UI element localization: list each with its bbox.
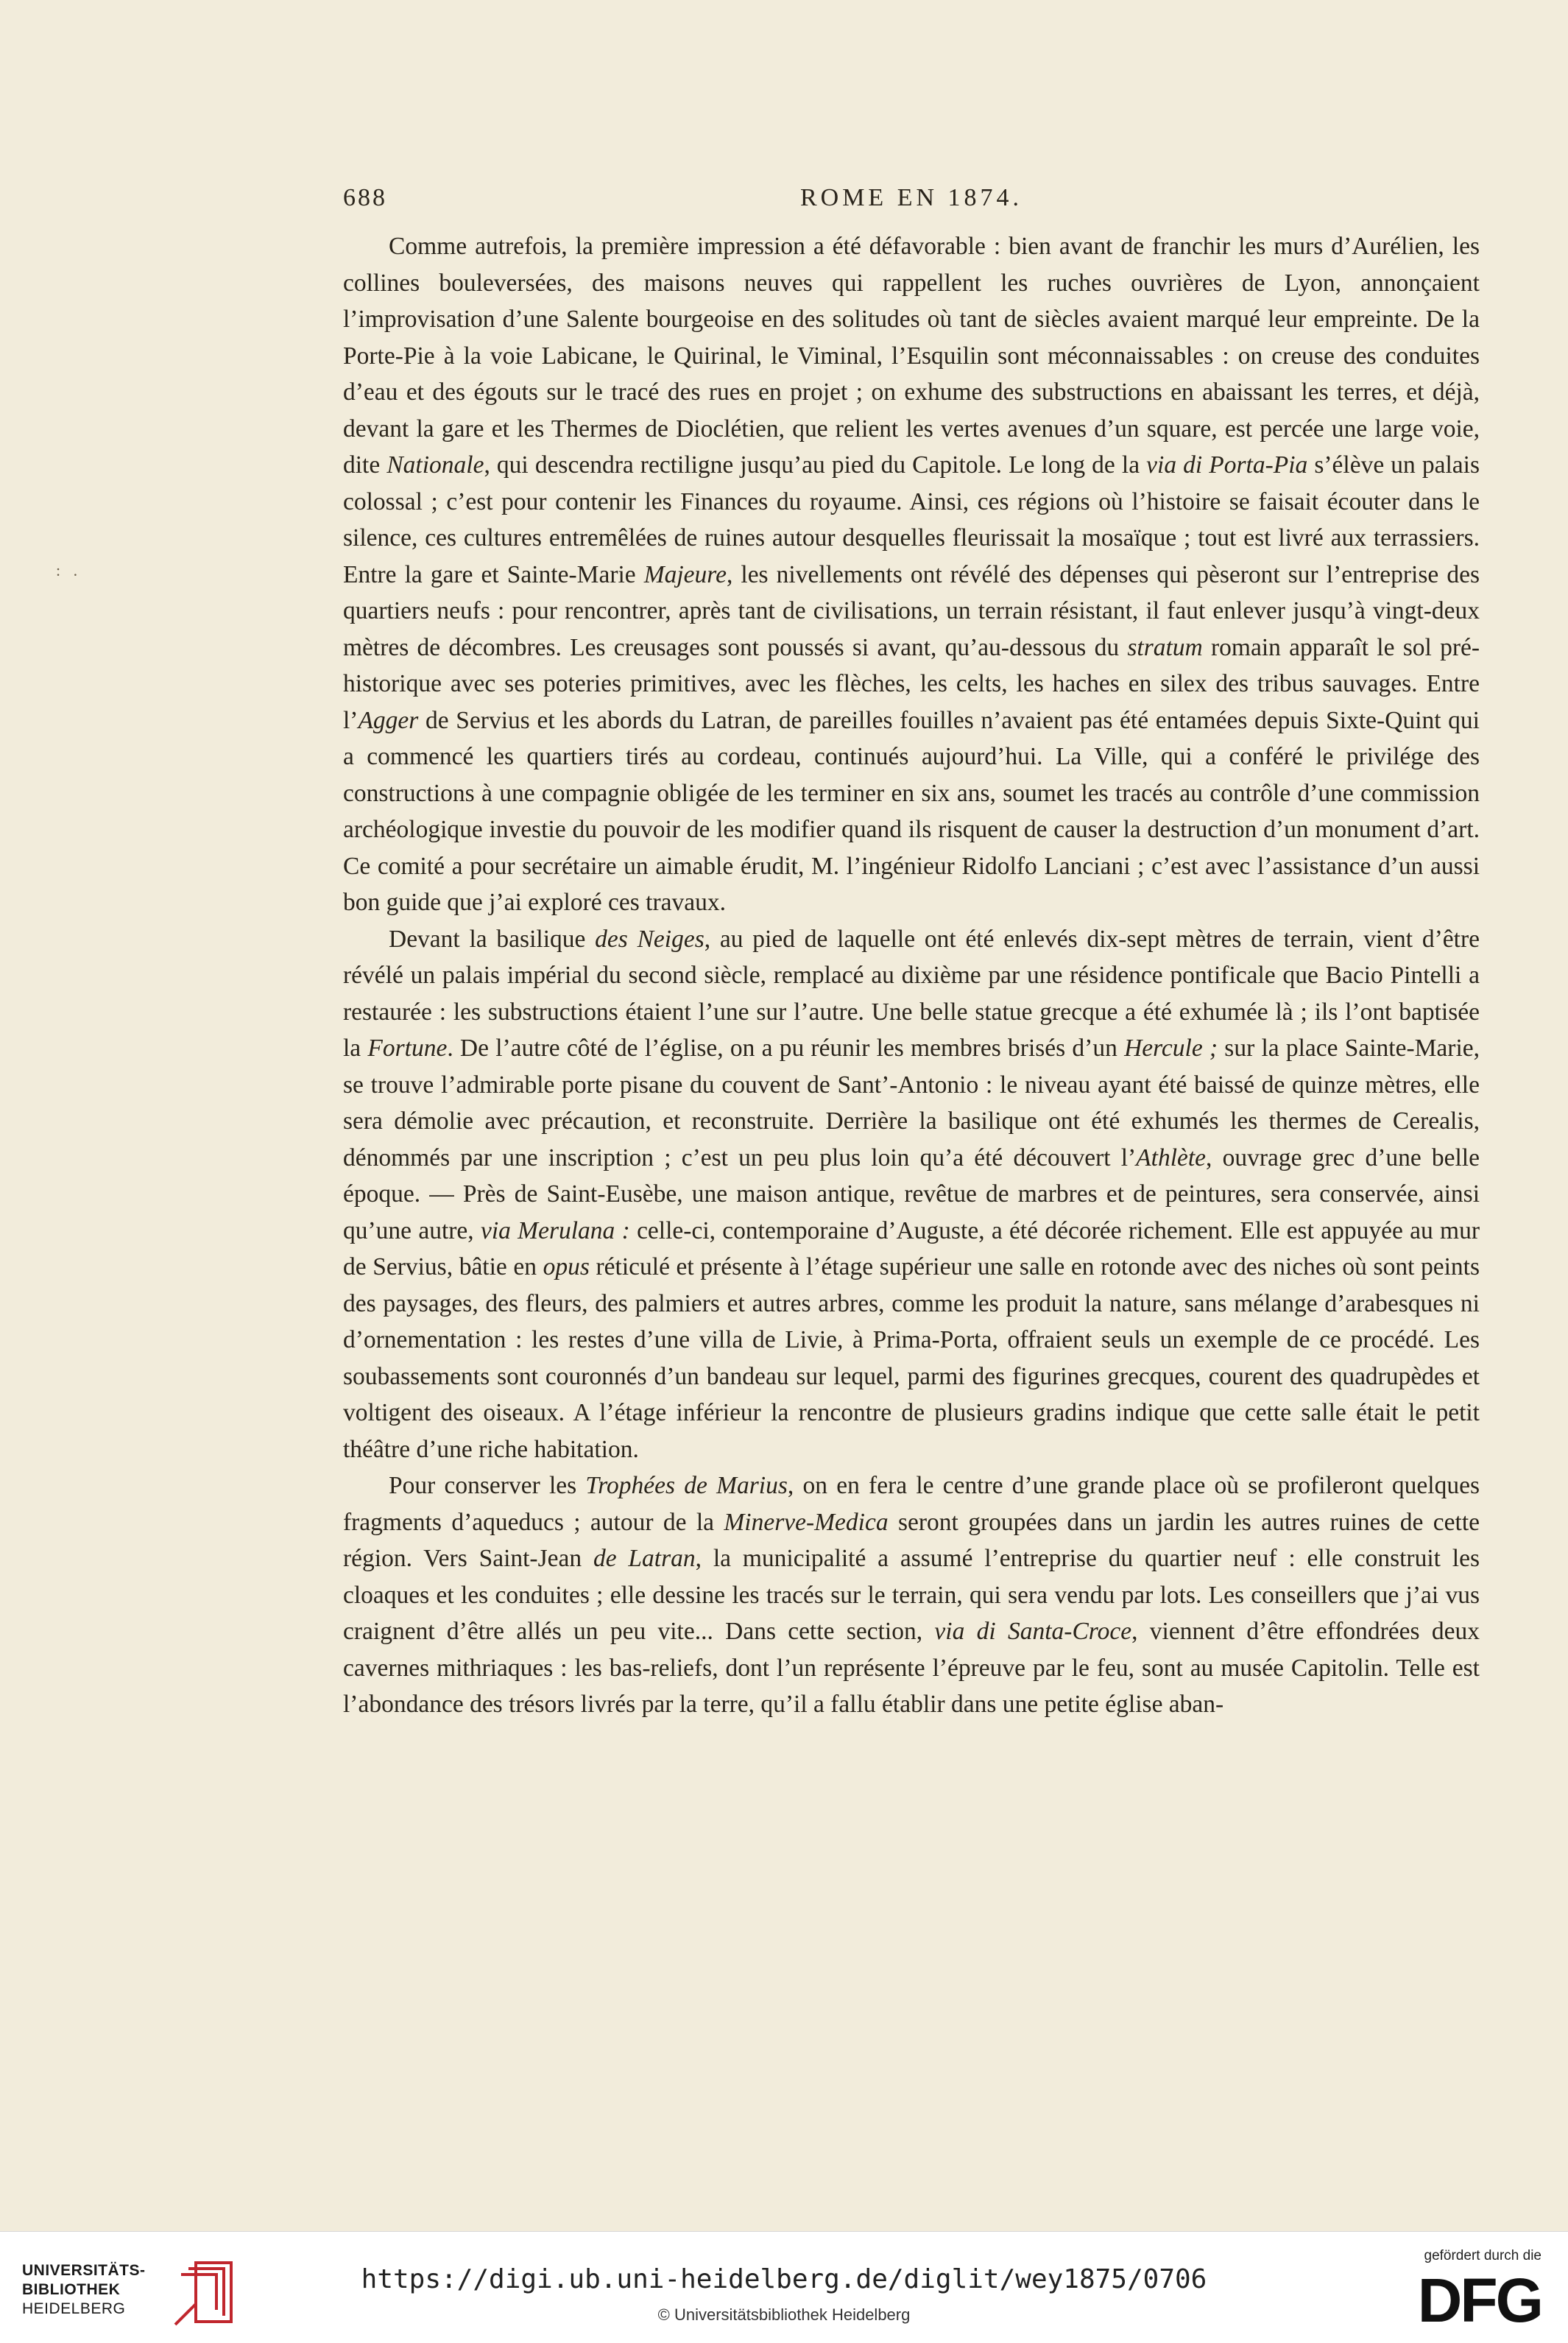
- italic-run: via di Santa-Croce: [934, 1618, 1132, 1645]
- paragraph-2: [343, 921, 1480, 1468]
- paragraph-1: [343, 228, 1480, 921]
- copyright-notice: © Universitätsbibliothek Heidelberg: [657, 2305, 911, 2324]
- text-run: seront groupées dans un jardin les autres ruines de cette région. Vers Saint-Jean: [343, 1508, 1480, 1572]
- italic-run: stratum: [1127, 633, 1203, 661]
- italic-run: Agger: [358, 706, 419, 734]
- permalink-url[interactable]: https://digi.ub.uni-heidelberg.de/diglit/wey1875/0706: [361, 2264, 1207, 2294]
- text-run: Pour conserver les: [389, 1472, 586, 1499]
- dfg-funding-badge[interactable]: [1380, 2248, 1541, 2336]
- page-number: 688: [343, 184, 387, 211]
- italic-run: Trophées de Marius: [585, 1472, 788, 1499]
- text-run: . De l’autre côté de l’église, on a pu réunir les membres brisés d’un: [447, 1035, 1125, 1062]
- text-run: celle-ci, contemporaine d’Auguste, a été décorée richement. Elle est appuyée au mur de Servius, bâtie en: [343, 1216, 1480, 1280]
- italic-run: Fortune: [367, 1035, 448, 1062]
- library-name-line3: HEIDELBERG: [22, 2300, 126, 2317]
- text-run: romain apparaît le sol pré-historique avec ses poteries primitives, avec les flèches, les celts, les haches en silex des tribus sauvages. Entre l’: [343, 633, 1480, 734]
- viewer-footer: [0, 2231, 1568, 2343]
- margin-marks: : .: [56, 561, 82, 579]
- text-run: , la municipalité a assumé l’entreprise du quartier neuf : elle construit les cloaques et les conduites ; elle dessine les tracés sur le terrain, qui sera vendu par lots. Les conseillers que j’ai vus craignent d’être allés un peu vite... Dans cette section,: [343, 1545, 1480, 1645]
- italic-run: opus: [543, 1253, 590, 1280]
- funded-by-label: gefördert durch die: [1424, 2248, 1541, 2263]
- text-run: sur la place Sainte-Marie, se trouve l’admirable porte pisane du couvent de Sant’-Antonio : le niveau ayant été baissé de quinze mètres, elle sera démolie avec précaution, et reconstruite. Derrière la basilique ont été exhumés les thermes de Cerealis, dénommés par une inscription ; c’est un peu plus loin qu’a été découvert l’: [343, 1035, 1480, 1172]
- text-run: Devant la basilique: [389, 925, 596, 953]
- library-name-line2: BIBLIOTHEK: [22, 2281, 121, 2298]
- italic-run: via di Porta-Pia: [1146, 451, 1308, 479]
- running-head: [343, 184, 1480, 218]
- text-run: , ouvrage grec d’une belle époque. — Près de Saint-Eusèbe, une maison antique, revêtue de marbres et de peintures, sera conservée, ainsi qu’une autre,: [343, 1144, 1480, 1244]
- text-run: , qui descendra rectiligne jusqu’au pied du Capitole. Le long de la: [484, 451, 1147, 479]
- text-run: de Servius et les abords du Latran, de pareilles fouilles n’avaient pas été entamées depuis Sixte-Quint qui a commencé les quartiers tirés au cordeau, continués aujourd’hui. La Ville, qui a conféré le privilége des constructions à une compagnie obligée de les terminer en six ans, soumet les tracés au contrôle d’une commission archéologique investie du pouvoir de les modifier quand ils risquent de causer la destruction d’un monument d’art. Ce comité a pour secrétaire un aimable érudit, M. l’ingénieur Ridolfo Lanciani ; c’est avec l’assistance d’un aussi bon guide que j’ai exploré ces travaux.: [343, 706, 1480, 916]
- running-title: ROME EN 1874.: [799, 184, 1023, 211]
- library-name-line1: UNIVERSITÄTS-: [22, 2262, 146, 2279]
- text-run: réticulé et présente à l’étage supérieur une salle en rotonde avec des niches où sont peints des paysages, des fleurs, des palmiers et autres arbres, comme les produit la nature, sans mélange d’arabesques ni d’ornementation : les restes d’une villa de Livie, à Prima-Porta, offraient seuls un exemple de ce procédé. Les soubassements sont couronnés d’un bandeau sur lequel, parmi des figurines grecques, courent des quadrupèdes et voltigent des oiseaux. A l’étage inférieur la rencontre de plusieurs gradins indique que cette salle était le petit théâtre d’une riche habitation.: [343, 1253, 1480, 1463]
- italic-run: via Merulana :: [480, 1216, 630, 1244]
- italic-run: Athlète: [1136, 1144, 1207, 1172]
- text-run: , au pied de laquelle ont été enlevés dix-sept mètres de terrain, vient d’être révélé un palais impérial du second siècle, remplacé au dixième par une résidence pontificale que Bacio Pintelli a restaurée : les substructions étaient l’une sur l’autre. Une belle statue grecque a été exhumée là ; ils l’ont baptisée la: [343, 925, 1480, 1062]
- italic-run: de Latran: [593, 1545, 696, 1572]
- dfg-logo: DFG: [1417, 2266, 1541, 2335]
- text-run: , on en fera le centre d’une grande place où se profileront quelques fragments d’aqueducs ; autour de la: [343, 1472, 1480, 1536]
- italic-run: Minerve-Medica: [724, 1508, 889, 1536]
- text-run: Comme autrefois, la première impression a été défavorable : bien avant de franchir les murs d’Aurélien, les collines bouleversées, des maisons neuves qui rappellent les ruches ouvrières de Lyon, annonçaient l’improvisation d’une Salente bourgeoise en des solitudes où tant de siècles avaient marqué leur empreinte. De la Porte-Pie à la voie Labicane, le Quirinal, le Viminal, l’Esquilin sont méconnaissables : on creuse des conduites d’eau et des égouts sur le tracé des rues en projet ; on exhume des substructions en abaissant les terres, et déjà, devant la gare et les Thermes de Dioclétien, que relient les vertes avenues d’un square, est percée une large voie, dite: [343, 233, 1480, 479]
- paragraph-3: [343, 1468, 1480, 1723]
- italic-run: Nationale: [386, 451, 484, 479]
- text-run: s’élève un palais colossal ; c’est pour contenir les Finances du royaume. Ainsi, ces régions où l’histoire se faisait écouter dans le silence, ces cultures entremêlées de ruines autour desquelles fleurissait la mosaïque ; tout est livré aux terrassiers. Entre la gare et Sainte-Marie: [343, 451, 1480, 588]
- italic-run: Majeure: [643, 560, 727, 588]
- body-text: [343, 228, 1480, 1723]
- italic-run: Hercule ;: [1124, 1035, 1218, 1062]
- text-run: , les nivellements ont révélé des dépenses qui pèseront sur l’entreprise des quartiers neufs : pour rencontrer, après tant de civilisations, un terrain résistant, il faut enlever jusqu’à vingt-deux mètres de décombres. Les creusages sont poussés si avant, qu’au-dessous du: [343, 560, 1480, 661]
- text-run: , viennent d’être effondrées deux cavernes mithriaques : les bas-reliefs, dont l’un représente l’épreuve par le feu, sont au musée Capitolin. Telle est l’abondance des trésors livrés par la terre, qu’il a fallu établir dans une petite église aban-: [343, 1618, 1480, 1718]
- italic-run: des Neiges: [595, 925, 704, 953]
